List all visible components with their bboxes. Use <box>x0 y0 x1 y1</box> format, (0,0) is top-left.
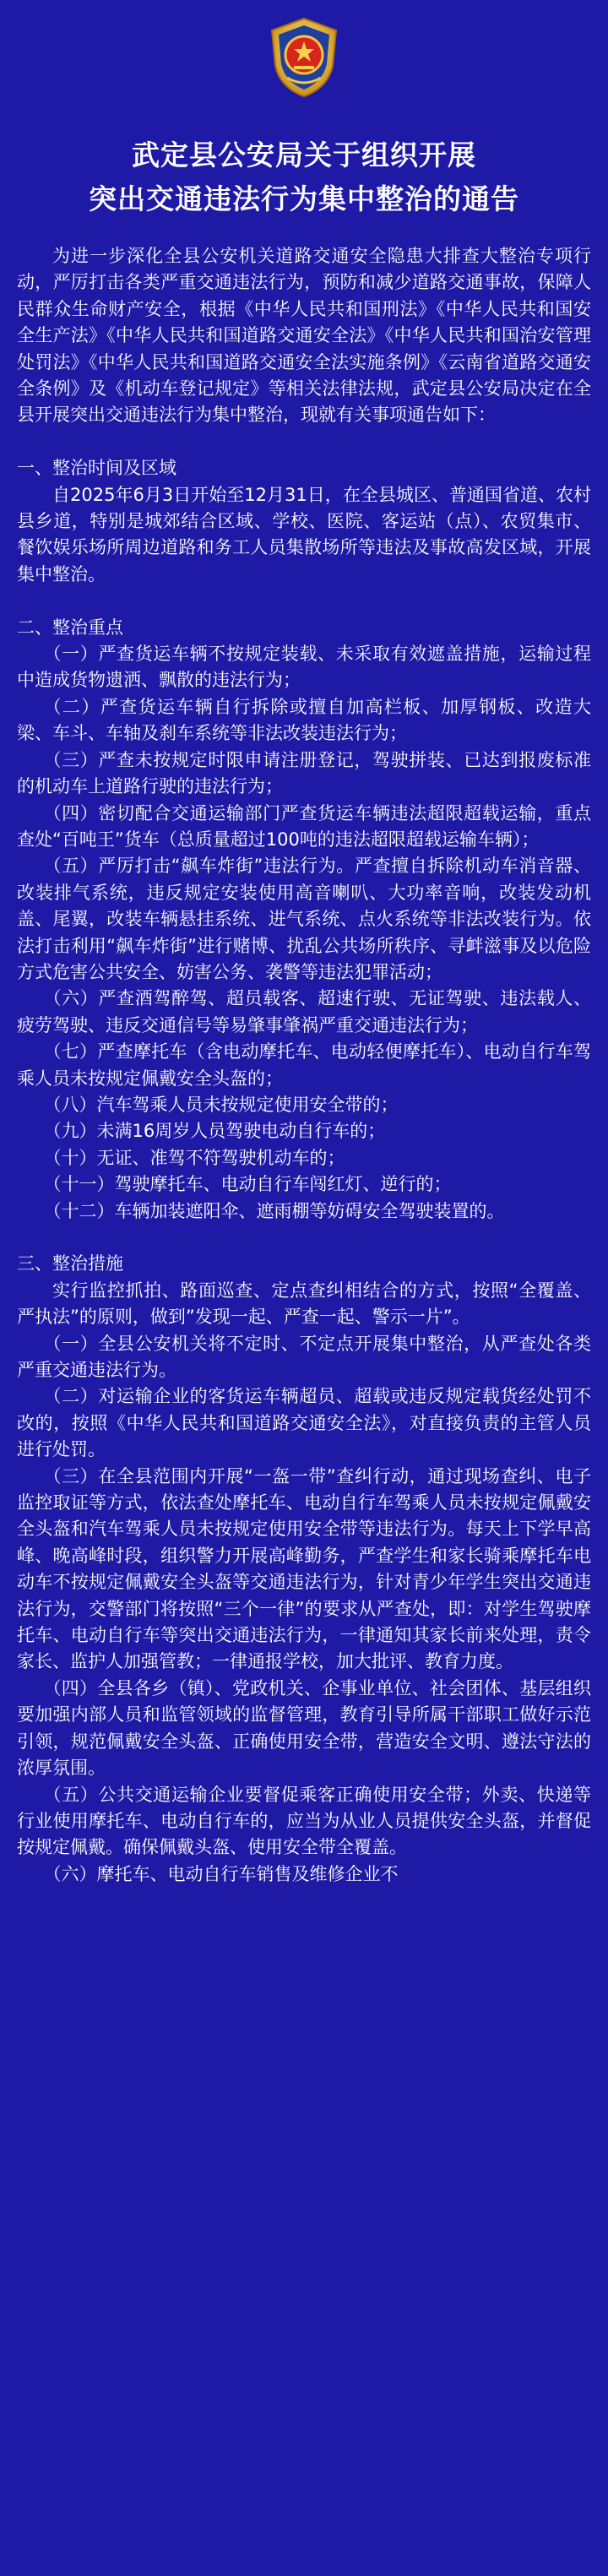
section-2-item: （三）严查未按规定时限申请注册登记，驾驶拼装、已达到报废标准的机动车上道路行驶的违法行为； <box>17 749 591 797</box>
section-3-heading: 三、整治措施 <box>17 1253 123 1274</box>
section-2-heading: 二、整治重点 <box>17 617 123 638</box>
section-2-item: （二）严查货运车辆自行拆除或擅自加高栏板、加厚钢板、改造大梁、车斗、车轴及刹车系统等非法改装违法行为； <box>17 696 591 744</box>
section-2-item: （四）密切配合交通运输部门严查货运车辆违法超限超载运输，重点查处“百吨王”货车（总质量超过100吨的违法超限超载运输车辆）； <box>17 802 591 850</box>
section-3-item: （六）摩托车、电动自行车销售及维修企业不 <box>43 1863 399 1884</box>
section-2-item: （十一）驾驶摩托车、电动自行车闯红灯、逆行的； <box>43 1174 452 1195</box>
section-2-item: （五）严厉打击“飙车炸街”违法行为。严查擅自拆除机动车消音器、改装排气系统，违反规定安装使用高音喇叭、大功率音响，改装发动机盖、尾翼，改装车辆悬挂系统、进气系统、点火系统等非法改装行为。依法打击利用“飙车炸街”进行赌博、扰乱公共场所秩序、寻衅滋事及以危险方式危害公共安全、妨害公务、袭警等违法犯罪活动； <box>17 856 591 982</box>
page-title <box>0 133 608 221</box>
section-3-intro: 实行监控抓拍、路面巡查、定点查纠相结合的方式，按照“全覆盖、严执法”的原则，做到”发现一起、严查一起、警示一片”。 <box>17 1280 591 1328</box>
title-line-1: 武定县公安局关于组织开展 <box>132 139 476 171</box>
section-3-item: （五）公共交通运输企业要督促乘客正确使用安全带；外卖、快递等行业使用摩托车、电动自行车的，应当为从业人员提供安全头盔，并督促按规定佩戴。确保佩戴头盔、使用安全带全覆盖。 <box>17 1784 591 1858</box>
section-3-item: （二）对运输企业的客货运车辆超员、超载或违反规定载货经处罚不改的，按照《中华人民共和国道路交通安全法》，对直接负责的主管人员进行处罚。 <box>17 1386 591 1460</box>
section-3-item: （一）全县公安机关将不定时、不定点开展集中整治，从严查处各类严重交通违法行为。 <box>17 1333 591 1381</box>
section-1-body: 自2025年6月3日开始至12月31日，在全县城区、普通国省道、农村县乡道，特别是城郊结合区域、学校、医院、客运站（点）、农贸集市、餐饮娱乐场所周边道路和务工人员集散场所等违法及事故高发区域，开展集中整治。 <box>17 484 591 584</box>
police-emblem-icon <box>262 15 346 100</box>
section-2-item: （七）严查摩托车（含电动摩托车、电动轻便摩托车）、电动自行车驾乘人员未按规定佩戴安全头盔的； <box>17 1041 591 1089</box>
section-2-item: （一）严查货运车辆不按规定装载、未采取有效遮盖措施，运输过程中造成货物遗洒、飘散的违法行为； <box>17 644 591 691</box>
section-3-item: （三）在全县范围内开展“一盔一带”查纠行动，通过现场查纠、电子监控取证等方式，依法查处摩托车、电动自行车驾乘人员未按规定佩戴安全头盔和汽车驾乘人员未按规定使用安全带等违法行为。每天上下学早高峰、晚高峰时段，组织警力开展高峰勤务，严查学生和家长骑乘摩托车电动车不按规定佩戴安全头盔等交通违法行为，针对青少年学生突出交通违法行为，交警部门将按照“三个一律”的要求从严查处，即：对学生驾驶摩托车、电动自行车等突出交通违法行为，一律通知其家长前来处理，责令家长、监护人加强管教；一律通报学校，加大批评、教育力度。 <box>17 1465 591 1672</box>
title-line-2: 突出交通违法行为集中整治的通告 <box>89 182 519 215</box>
section-2-item: （六）严查酒驾醉驾、超员载客、超速行驶、无证驾驶、违法载人、疲劳驾驶、违反交通信号等易肇事肇祸严重交通违法行为； <box>17 988 591 1035</box>
section-2-item: （九）未满16周岁人员驾驶电动自行车的； <box>43 1121 386 1142</box>
intro-paragraph: 为进一步深化全县公安机关道路交通安全隐患大排查大整治专项行动，严厉打击各类严重交通违法行为，预防和减少道路交通事故，保障人民群众生命财产安全，根据《中华人民共和国刑法》《中华人民共和国安全生产法》《中华人民共和国道路交通安全法》《中华人民共和国治安管理处罚法》《中华人民共和国道路交通安全法实施条例》《云南省道路交通安全条例》及《机动车登记规定》等相关法律法规，武定县公安局决定在全县开展突出交通违法行为集中整治，现就有关事项通告如下： <box>17 246 591 426</box>
section-3-item: （四）全县各乡（镇）、党政机关、企事业单位、社会团体、基层组织要加强内部人员和监管领域的监督管理，教育引导所属干部职工做好示范引领，规范佩戴安全头盔、正确使用安全带，营造安全文明、遵法守法的浓厚氛围。 <box>17 1677 591 1779</box>
section-2-item: （八）汽车驾乘人员未按规定使用安全带的； <box>43 1094 399 1115</box>
notice-body <box>17 243 591 1888</box>
section-2-item: （十）无证、准驾不符驾驶机动车的； <box>43 1147 345 1168</box>
section-2-item: （十二）车辆加装遮阳伞、遮雨棚等妨碍安全驾驶装置的。 <box>43 1200 505 1221</box>
section-1-heading: 一、整治时间及区域 <box>17 458 176 479</box>
